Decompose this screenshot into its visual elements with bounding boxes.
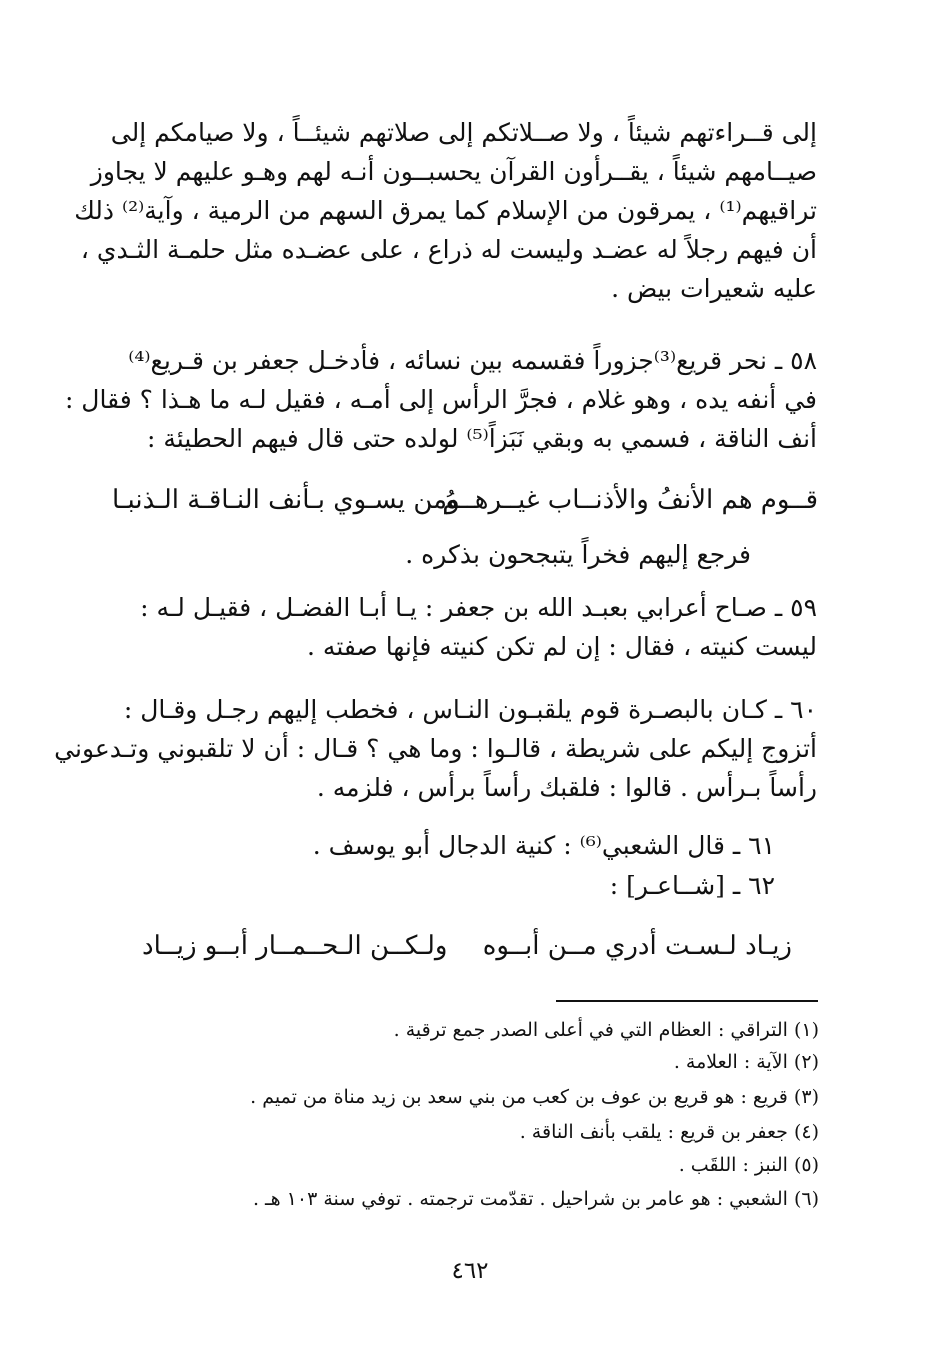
poem-verse xyxy=(142,924,792,968)
text-line: عليه شعيرات بيض . xyxy=(611,274,817,303)
text-line: ليست كنيته ، فقال : إن لم تكن كنيته فإنها صفته . xyxy=(307,632,817,661)
text-line: أنف الناقة ، فسمي به وبقي نَبَزاً⁽⁵⁾ لولده حتى قال فيهم الحطيئة : xyxy=(147,424,817,453)
poem-hemistich: ومن يسـوي بـأنف النـاقـة الـذنبـا xyxy=(112,485,460,515)
footnote: (٣) قريع : هو قريع بن عوف بن كعب من بني سعد بن زيد مناة من تميم . xyxy=(250,1086,819,1108)
footnote: (١) التراقي : العظام التي في أعلى الصدر جمع ترقية . xyxy=(393,1019,819,1041)
poem-hemistich: ولـكــن الـحــمــار أبــو زيــاد xyxy=(142,931,448,961)
text-line: تراقيهم⁽¹⁾ ، يمرقون من الإسلام كما يمرق السهم من الرمية ، وآية⁽²⁾ ذلك xyxy=(74,196,817,225)
footnote: (٤) جعفر بن قريع : يلقب بأنف الناقة . xyxy=(519,1121,819,1143)
text-line: أتزوج إليكم على شريطة ، قالـوا : وما هي ؟ قـال : أن لا تلقبوني وتـدعوني xyxy=(54,734,817,763)
footnote-divider xyxy=(556,1000,818,1002)
text-line: ٦٠ ـ كـان بالبصـرة قوم يلقبـون النـاس ، فخطب إليهم رجـل وقـال : xyxy=(123,695,817,724)
text-line: إلى قــراءتهم شيئاً ، ولا صــلاتكم إلى صلاتهم شيئــاً ، ولا صيامكم إلى xyxy=(110,118,817,147)
text-line: ٥٩ ـ صـاح أعرابي بعبـد الله بن جعفر : يـا أبـا الفضـل ، فقيـل لـه : xyxy=(140,593,817,622)
poem-hemistich: زيـاد لـسـت أدري مــن أبــوه xyxy=(482,931,792,961)
poem-verse xyxy=(112,478,818,522)
footnote: (٥) النبز : اللقَب . xyxy=(678,1154,819,1176)
text-line: رأساً بـرأس . قالوا : فلقبك رأساً برأس ، فلزمه . xyxy=(316,773,817,802)
poem-hemistich: قــوم هم الأنفُ والأذنــاب غيــرهــمُ xyxy=(442,485,818,515)
footnote: (٦) الشعبي : هو عامر بن شراحيل . تقدّمت ترجمته . توفي سنة ١٠٣ هـ . xyxy=(252,1188,819,1210)
text-line: ٦٢ ـ [شــاعـر] : xyxy=(609,871,775,900)
text-line: صيــامهم شيئاً ، يقــرأون القرآن يحسبــون أنـه لهم وهـو عليهم لا يجاوز xyxy=(90,157,817,186)
text-line: أن فيهم رجلاً له عضـد وليست له ذراع ، على عضـده مثل حلمـة الثـدي ، xyxy=(80,235,817,264)
text-line: ٦١ ـ قال الشعبي⁽⁶⁾ : كنية الدجال أبو يوسف . xyxy=(312,831,775,860)
footnote: (٢) الآية : العلامة . xyxy=(673,1051,819,1073)
text-line: ٥٨ ـ نحر قريع⁽³⁾جزوراً فقسمه بين نسائه ، فأدخـل جعفر بن قـريع⁽⁴⁾ xyxy=(128,346,817,375)
text-line: في أنفه يده ، وهو غلام ، فجرَّ الرأس إلى أمـه ، فقيل لـه ما هـذا ؟ فقال : xyxy=(64,385,817,414)
page-number: ٤٦٢ xyxy=(451,1258,489,1284)
text-line: فرجع إليهم فخراً يتبجحون بذكره . xyxy=(405,540,751,569)
